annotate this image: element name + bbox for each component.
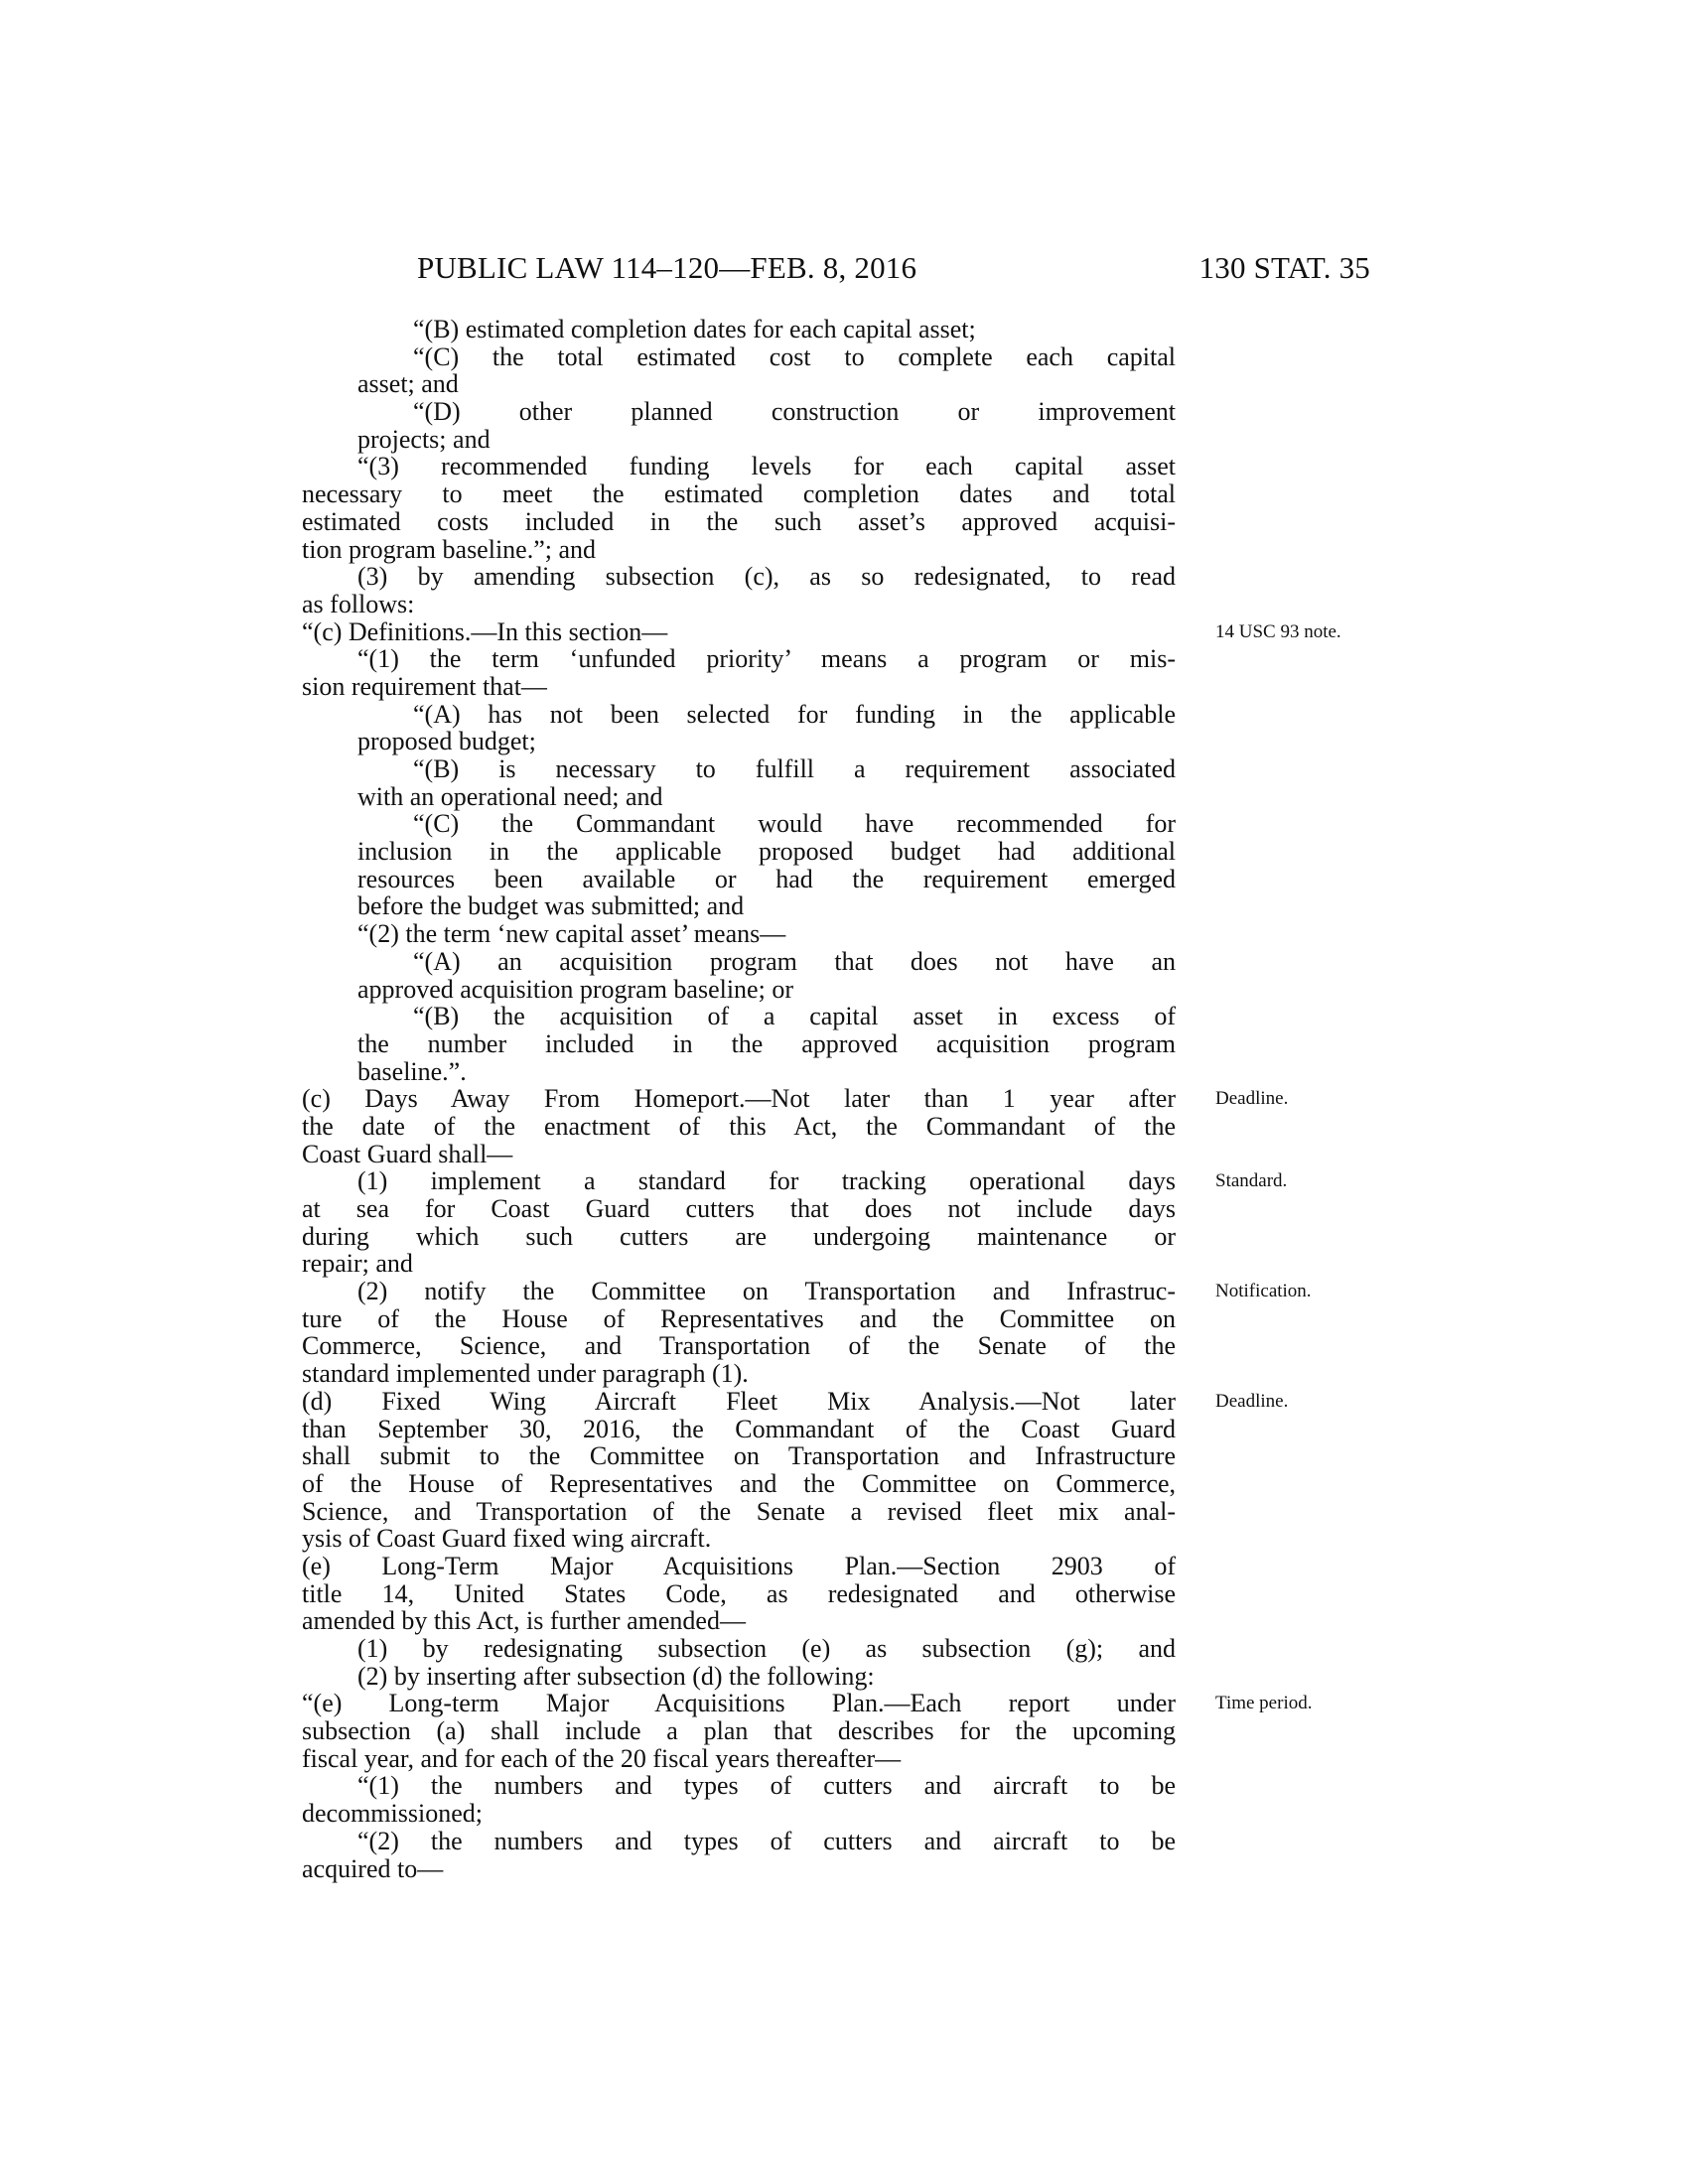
text-line xyxy=(302,563,1176,591)
text-line xyxy=(302,480,1176,508)
text-line xyxy=(302,1607,1176,1635)
running-title: PUBLIC LAW 114–120—FEB. 8, 2016 xyxy=(417,250,917,285)
text-line xyxy=(302,1663,1176,1691)
margin-note: Deadline. xyxy=(1215,1390,1289,1412)
statute-page-number: 130 STAT. 35 xyxy=(1198,250,1370,285)
text-line xyxy=(302,1580,1176,1608)
text-line xyxy=(302,398,1176,426)
text-line-content: of the House of Representatives and the Committee on Commerce, xyxy=(302,1468,1176,1498)
text-line xyxy=(302,1386,1289,1416)
text-line xyxy=(302,976,1176,1004)
text-line xyxy=(302,755,1176,783)
text-line xyxy=(302,1195,1176,1223)
margin-note: Notification. xyxy=(1215,1281,1312,1302)
text-line-content: (2) by inserting after subsection (d) the following: xyxy=(357,1661,875,1691)
text-line-content: (3) by amending subsection (c), as so redesignated, to read xyxy=(357,562,1176,592)
text-line-content: fiscal year, and for each of the 20 fiscal years thereafter— xyxy=(302,1743,902,1773)
text-line-content: resources been available or had the requirement emerged xyxy=(357,864,1176,893)
text-line xyxy=(302,920,1176,948)
margin-note: 14 USC 93 note. xyxy=(1215,620,1341,642)
text-line xyxy=(302,728,1176,755)
text-line-content: necessary to meet the estimated completion dates and total xyxy=(302,479,1176,509)
text-line-content: asset; and xyxy=(357,369,459,399)
text-line-content: “(B) the acquisition of a capital asset in excess of xyxy=(413,1002,1176,1031)
text-line xyxy=(302,1828,1176,1855)
text-line xyxy=(302,1717,1176,1745)
text-line-content: the number included in the approved acquisition program xyxy=(357,1028,1176,1058)
text-line-content: “(3) recommended funding levels for each capital asset xyxy=(357,452,1176,481)
text-line-content: (c) Days Away From Homeport.—Not later than 1 year after xyxy=(302,1084,1176,1114)
text-line xyxy=(302,1772,1176,1800)
text-line xyxy=(302,701,1176,729)
text-line-content: than September 30, 2016, the Commandant of the Coast Guard xyxy=(302,1414,1176,1443)
text-line-content: “(e) Long-term Major Acquisitions Plan.—Each report under xyxy=(302,1689,1176,1718)
margin-note: Standard. xyxy=(1215,1170,1288,1192)
text-line-content: inclusion in the applicable proposed budget had additional xyxy=(357,837,1176,867)
text-line-content: repair; and xyxy=(302,1249,413,1279)
text-line-content: ysis of Coast Guard fixed wing aircraft. xyxy=(302,1524,712,1554)
text-line xyxy=(302,1800,1176,1828)
text-line xyxy=(302,1030,1176,1058)
text-line-content: sion requirement that— xyxy=(302,671,547,701)
margin-note: Time period. xyxy=(1215,1693,1313,1714)
text-line-content: Commerce, Science, and Transportation of the Senate of the xyxy=(302,1331,1176,1361)
text-line xyxy=(302,616,1341,646)
text-line-content: proposed budget; xyxy=(357,727,536,756)
text-line-content: “(1) the numbers and types of cutters and aircraft to be xyxy=(357,1771,1176,1801)
text-line xyxy=(302,1113,1176,1141)
text-line-content: “(2) the term ‘new capital asset’ means— xyxy=(357,919,786,949)
text-line xyxy=(302,1689,1313,1718)
text-line-content: Coast Guard shall— xyxy=(302,1139,513,1168)
text-line xyxy=(302,838,1176,866)
text-line-content: title 14, United States Code, as redesignated and otherwise xyxy=(302,1578,1176,1608)
margin-note: Deadline. xyxy=(1215,1088,1289,1110)
text-line xyxy=(302,1003,1176,1030)
text-line-content: projects; and xyxy=(357,424,491,454)
text-line xyxy=(302,810,1176,838)
text-line xyxy=(302,645,1176,673)
text-line-content: “(D) other planned construction or improvement xyxy=(413,397,1176,427)
text-line xyxy=(302,673,1176,701)
text-line-content: “(C) the Commandant would have recommended for xyxy=(413,809,1176,839)
text-line-content: before the budget was submitted; and xyxy=(357,891,745,921)
text-line xyxy=(302,1855,1176,1883)
text-line xyxy=(302,783,1176,811)
text-line-content: as follows: xyxy=(302,589,415,618)
text-line xyxy=(302,1416,1176,1443)
text-line-content: decommissioned; xyxy=(302,1799,483,1829)
text-line xyxy=(302,1250,1176,1278)
text-line-content: Science, and Transportation of the Senate a revised fleet mix anal- xyxy=(302,1496,1176,1526)
text-line xyxy=(302,1223,1176,1251)
text-line-content: acquired to— xyxy=(302,1853,444,1883)
text-line xyxy=(302,1332,1176,1360)
text-line-content: (1) by redesignating subsection (e) as subsection (g); and xyxy=(357,1634,1176,1663)
text-line-content: the date of the enactment of this Act, the Commandant of the xyxy=(302,1111,1176,1141)
text-line-content: approved acquisition program baseline; or xyxy=(357,974,793,1004)
text-line-content: “(1) the term ‘unfunded priority’ means a program or mis- xyxy=(357,644,1176,674)
text-line xyxy=(302,1360,1176,1388)
text-line xyxy=(302,1635,1176,1663)
text-line-content: “(C) the total estimated cost to complete each capital xyxy=(413,341,1176,371)
text-line xyxy=(302,1498,1176,1526)
text-line-content: estimated costs included in the such asset’s approved acquisi- xyxy=(302,506,1176,536)
text-line xyxy=(302,1525,1176,1553)
text-line xyxy=(302,1745,1176,1773)
text-line-content: shall submit to the Committee on Transportation and Infrastructure xyxy=(302,1441,1176,1471)
text-line xyxy=(302,948,1176,976)
text-line xyxy=(302,1305,1176,1333)
text-line-content: (1) implement a standard for tracking operational days xyxy=(357,1166,1176,1196)
text-line-content: ture of the House of Representatives and the Committee on xyxy=(302,1303,1176,1333)
text-line xyxy=(302,426,1176,454)
text-line-content: tion program baseline.”; and xyxy=(302,534,597,564)
text-line xyxy=(302,536,1176,564)
text-line xyxy=(302,866,1176,893)
text-line xyxy=(302,1277,1312,1306)
text-line xyxy=(302,508,1176,536)
text-line-content: at sea for Coast Guard cutters that does not include days xyxy=(302,1194,1176,1223)
text-line xyxy=(302,1058,1176,1086)
text-line xyxy=(302,453,1176,480)
text-line xyxy=(302,1470,1176,1498)
text-line xyxy=(302,591,1176,618)
text-line xyxy=(302,370,1176,398)
text-line-content: “(2) the numbers and types of cutters and aircraft to be xyxy=(357,1826,1176,1855)
text-line-content: baseline.”. xyxy=(357,1056,467,1086)
text-line-content: “(c) Definitions.—In this section— xyxy=(302,616,668,646)
text-line-content: “(B) is necessary to fulfill a requirement associated xyxy=(413,754,1176,783)
text-line-content: “(A) has not been selected for funding in the applicable xyxy=(413,699,1176,729)
text-line-content: during which such cutters are undergoing maintenance or xyxy=(302,1221,1176,1251)
text-line-content: amended by this Act, is further amended— xyxy=(302,1606,746,1636)
text-line xyxy=(302,1553,1176,1580)
text-line xyxy=(302,1166,1288,1196)
text-line-content: with an operational need; and xyxy=(357,781,663,811)
text-line xyxy=(302,1141,1176,1168)
text-line xyxy=(302,892,1176,920)
text-line xyxy=(302,1442,1176,1470)
text-line-content: subsection (a) shall include a plan that describes for the upcoming xyxy=(302,1716,1176,1746)
text-line-content: (d) Fixed Wing Aircraft Fleet Mix Analysis.—Not later xyxy=(302,1386,1176,1416)
document-body xyxy=(302,315,1341,1883)
text-line xyxy=(302,343,1176,371)
text-line-content: (e) Long-Term Major Acquisitions Plan.—Section 2903 of xyxy=(302,1551,1176,1580)
page-header xyxy=(417,250,1370,290)
text-line-content: “(B) estimated completion dates for each capital asset; xyxy=(413,315,976,343)
text-line xyxy=(302,316,1176,343)
text-line xyxy=(302,1084,1289,1114)
text-line-content: (2) notify the Committee on Transportation and Infrastruc- xyxy=(357,1277,1176,1306)
text-line-content: standard implemented under paragraph (1). xyxy=(302,1359,749,1389)
text-line-content: “(A) an acquisition program that does not have an xyxy=(413,946,1176,976)
